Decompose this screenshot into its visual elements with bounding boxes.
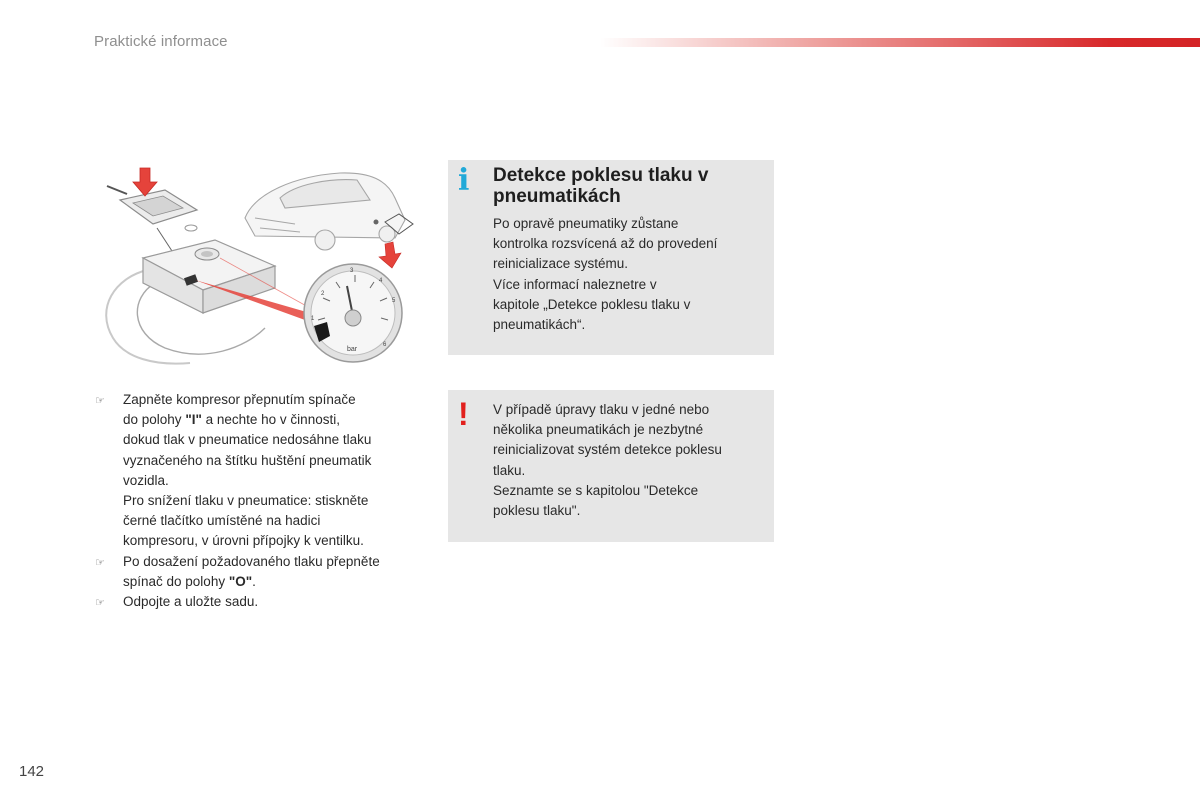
text-line: V případě úpravy tlaku v jedné nebo [493, 402, 710, 417]
step-item [95, 592, 425, 612]
sealant-kit-part [107, 186, 197, 231]
red-arrow-kit [133, 168, 157, 196]
compressor-unit [143, 240, 275, 313]
text-line: do polohy "I" a nechte ho v činnosti, [123, 412, 340, 428]
text-line: Odpojte a uložte sadu. [123, 594, 259, 610]
switch-position-label: "O" [228, 573, 253, 589]
warning-box [448, 390, 774, 542]
info-icon: i [458, 163, 470, 198]
pointing-hand-icon: ☞ [95, 555, 105, 569]
car-sketch [245, 173, 405, 250]
text-line: Více informací naleznetre v [493, 276, 657, 292]
text-line: vyznačeného na štítku huštění pneumatik [123, 452, 372, 468]
step-item [95, 552, 425, 592]
step-item [95, 390, 425, 552]
tire-compressor-illustration [95, 158, 440, 373]
red-arrow-car [379, 242, 401, 268]
text-line: Po opravě pneumatiky zůstane [493, 216, 679, 231]
gauge-tick-label: 4 [379, 278, 383, 284]
text-line: černé tlačítko umístěné na hadici [123, 513, 321, 529]
text-line: reinicializace systému. [493, 256, 629, 272]
info-box-text [493, 214, 768, 335]
instruction-steps [95, 390, 425, 612]
section-title: Praktické informace [94, 33, 228, 50]
info-box-title: Detekce poklesu tlaku v pneumatikách [493, 165, 709, 207]
gauge-tick-label: 3 [350, 268, 354, 274]
text-line: tlaku. [493, 462, 526, 478]
text-line: kapitole „Detekce poklesu tlaku v [493, 296, 691, 312]
gauge-tick-label: 6 [383, 342, 387, 348]
gauge-unit-label: bar [347, 346, 358, 353]
warning-box-text [493, 400, 768, 521]
text-line: reinicializovat systém detekce poklesu [493, 442, 722, 458]
text-line: dokud tlak v pneumatice nedosáhne tlaku [123, 432, 372, 448]
header-accent-bar [600, 38, 1200, 47]
text-line: Pro snížení tlaku v pneumatice: stiskněte [123, 493, 369, 509]
text-line: několika pneumatikách je nezbytné [493, 422, 704, 438]
pointing-hand-icon: ☞ [95, 394, 105, 407]
gauge-tick-label: 1 [311, 316, 315, 322]
switch-position-label: "I" [185, 412, 202, 428]
gauge-tick-label: 5 [392, 298, 396, 304]
text-line: kontrolka rozsvícená až do provedení [493, 236, 718, 252]
text-line: kompresoru, v úrovni přípojky k ventilku. [123, 533, 364, 549]
text-line: spínač do polohy "O". [123, 573, 256, 589]
gauge-tick-label: 2 [321, 291, 325, 297]
text-line: vozidla. [123, 472, 169, 488]
text-line: Seznamte se s kapitolou "Detekce [493, 482, 699, 498]
pointing-hand-icon: ☞ [95, 596, 105, 610]
page-number: 142 [19, 763, 45, 780]
pressure-gauge [304, 264, 402, 362]
text-line: poklesu tlaku". [493, 503, 581, 519]
text-line: Zapněte kompresor přepnutím spínače [123, 392, 356, 407]
text-line: Po dosažení požadovaného tlaku přepněte [123, 553, 380, 569]
info-box [448, 160, 774, 355]
text-line: pneumatikách“. [493, 317, 586, 333]
warning-icon: ! [458, 396, 469, 432]
